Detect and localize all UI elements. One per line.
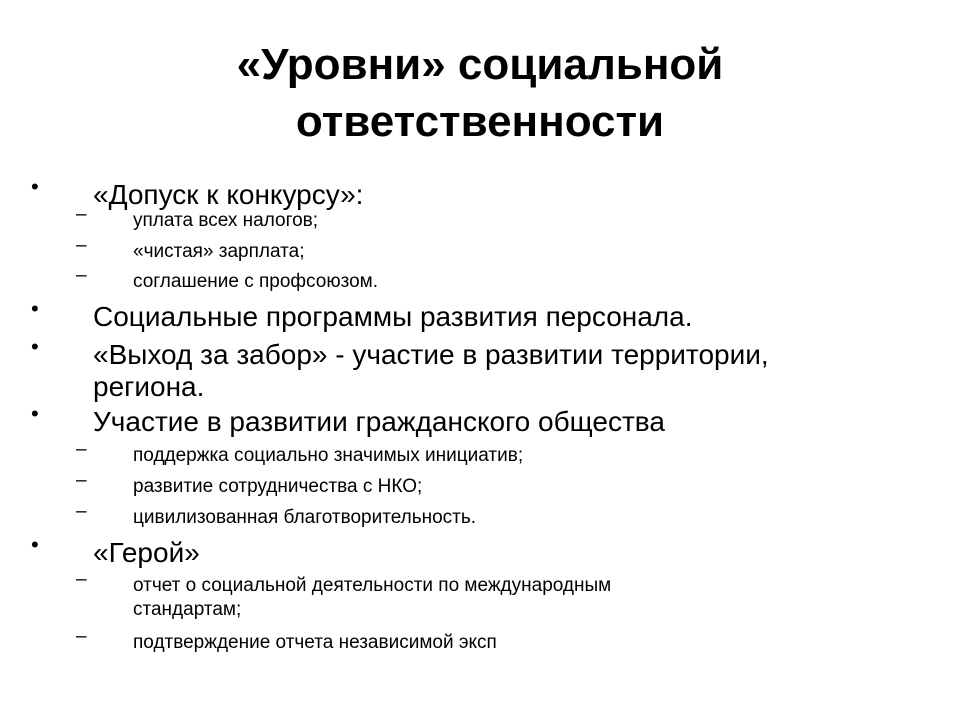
- sub-list-item-text: поддержка социально значимых инициатив;: [133, 445, 524, 466]
- title-line-2: ответственности: [295, 97, 665, 146]
- sub-list-item-text: «чистая» зарплата;: [133, 241, 305, 262]
- dash-marker: –: [76, 439, 87, 460]
- sub-list-item-text: стандартам;: [133, 599, 242, 620]
- title-line-1: «Уровни» социальной: [236, 40, 724, 89]
- dash-marker: –: [76, 470, 87, 491]
- dash-marker: –: [76, 501, 87, 522]
- dash-marker: –: [76, 204, 87, 225]
- list-item-text: «Выход за забор» - участие в развитии территории,: [93, 339, 769, 370]
- dash-marker: –: [76, 265, 87, 286]
- sub-list-item-text: отчет о социальной деятельности по международным: [133, 575, 612, 596]
- sub-list-item-text: цивилизованная благотворительность.: [133, 507, 477, 528]
- dash-marker: –: [76, 569, 87, 590]
- list-item-text: Социальные программы развития персонала.: [93, 301, 693, 332]
- list-item-text: «Герой»: [93, 537, 200, 568]
- sub-list-item-text: соглашение с профсоюзом.: [133, 271, 378, 292]
- bullet-marker: •: [31, 401, 39, 426]
- bullet-marker: •: [31, 334, 39, 359]
- sub-list-item-text: развитие сотрудничества с НКО;: [133, 476, 423, 497]
- list-item-text: региона.: [93, 371, 205, 402]
- bullet-marker: •: [31, 296, 39, 321]
- list-item-text: «Допуск к конкурсу»:: [93, 179, 364, 210]
- bullet-marker: •: [31, 174, 39, 199]
- dash-marker: –: [76, 235, 87, 256]
- sub-list-item-text: подтверждение отчета независимой эксп: [133, 632, 497, 653]
- sub-list-item-text: уплата всех налогов;: [133, 210, 319, 231]
- dash-marker: –: [76, 626, 87, 647]
- list-item-text: Участие в развитии гражданского общества: [93, 406, 665, 437]
- bullet-marker: •: [31, 532, 39, 557]
